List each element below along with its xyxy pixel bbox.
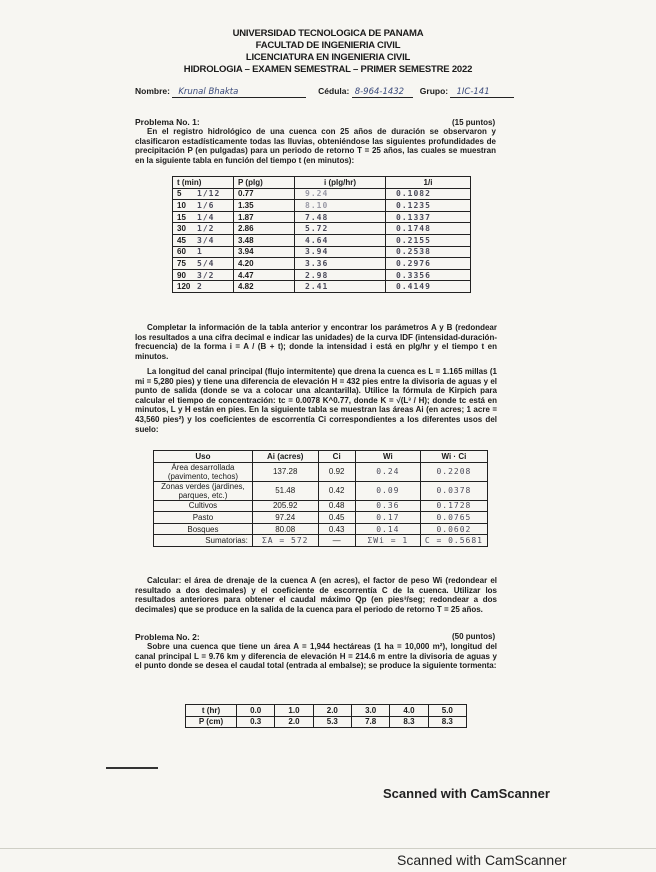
land-use-table-header	[154, 451, 488, 463]
cell-t	[173, 269, 234, 281]
university-name: UNIVERSIDAD TECNOLOGICA DE PANAMA	[232, 28, 424, 39]
cell-p: 0.77	[234, 188, 295, 200]
cell-wici: 0.0765	[420, 512, 487, 524]
cell-wici: 0.0602	[420, 523, 487, 535]
storm-precip-cell: 7.8	[351, 716, 389, 728]
cell-p: 3.48	[234, 234, 295, 246]
cell-uso: Área desarrollada (pavimento, techos)	[154, 462, 253, 481]
precipitation-table-row	[173, 281, 471, 293]
totals-label: Sumatorias:	[154, 535, 253, 547]
col-wici: Wi · Ci	[420, 451, 487, 463]
land-use-totals-row	[154, 535, 488, 547]
precipitation-table	[172, 176, 471, 293]
camscanner-footer: Scanned with CamScanner	[397, 852, 567, 868]
cell-t-hours-note: 3/2	[197, 270, 215, 280]
cell-t	[173, 188, 234, 200]
cell-t-minutes: 75	[177, 258, 186, 268]
precipitation-table-row	[173, 246, 471, 258]
storm-precip-label: P (cm)	[186, 716, 237, 728]
precipitation-table-row	[173, 188, 471, 200]
col-t: t (min)	[173, 177, 234, 189]
cell-ci: 0.42	[318, 481, 355, 500]
cell-i: 3.36	[295, 258, 386, 270]
land-use-table	[153, 450, 488, 547]
cell-inv-i: 0.3356	[386, 269, 471, 281]
program-name: LICENCIATURA EN INGENIERIA CIVIL	[245, 52, 411, 63]
cell-t-minutes: 5	[177, 189, 182, 199]
storm-row-time	[186, 705, 467, 717]
camscanner-watermark: Scanned with CamScanner	[383, 786, 550, 801]
cell-t-hours-note: 1/2	[197, 224, 215, 234]
col-uso: Uso	[154, 451, 253, 463]
cell-p: 1.35	[234, 200, 295, 212]
cell-ci: 0.48	[318, 500, 355, 512]
cell-ci: 0.45	[318, 512, 355, 524]
cell-t	[173, 234, 234, 246]
cell-t-minutes: 45	[177, 235, 186, 245]
cell-t	[173, 281, 234, 293]
storm-precip-cell: 8.3	[428, 716, 466, 728]
problem1-points: (15 puntos)	[452, 118, 496, 127]
cell-wici: 0.1728	[420, 500, 487, 512]
storm-time-cell: 0.0	[237, 705, 275, 717]
cell-inv-i: 0.4149	[386, 281, 471, 293]
cell-i: 5.72	[295, 223, 386, 235]
cell-t-hours-note: 5/4	[197, 258, 215, 268]
problem1-para4: Calcular: el área de drenaje de la cuenca A (en acres), el factor de peso Wi (redondear el resultado a dos decimales) y el coeficiente de escorrentía C de la cuenca. Utilizar los resultados anteriores para obtener el caudal máximo Qp (en pies³/seg; redondear a dos decimales) que se produce en la salida de la cuenca para el periodo de retorno T = 25 años.	[135, 576, 497, 614]
col-inv-i: 1/i	[386, 177, 471, 189]
cell-i: 4.64	[295, 234, 386, 246]
scan-border	[0, 848, 656, 849]
cell-ci: 0.43	[318, 523, 355, 535]
cell-i: 2.98	[295, 269, 386, 281]
cell-t-hours-note: 2	[197, 282, 203, 292]
precipitation-table-row	[173, 234, 471, 246]
student-info-row	[135, 86, 495, 98]
faculty-name: FACULTAD DE INGENIERIA CIVIL	[255, 40, 401, 51]
problem2-intro: Sobre una cuenca que tiene un área A = 1,944 hectáreas (1 ha = 10,000 m²), longitud del canal principal L = 9.76 km y diferencia de elevación H = 214.6 m entre la divisoria de aguas y el punto donde se desea el caudal total (entrada al embalse); se produce la siguiente tormenta:	[135, 642, 497, 671]
precipitation-table-row	[173, 269, 471, 281]
cell-t-hours-note: 1/4	[197, 212, 215, 222]
cell-ai: 137.28	[252, 462, 318, 481]
cell-i: 8.10	[295, 200, 386, 212]
cell-t-minutes: 10	[177, 200, 186, 210]
col-i: i (plg/hr)	[295, 177, 386, 189]
cell-t	[173, 246, 234, 258]
cell-uso: Zonas verdes (jardines, parques, etc.)	[154, 481, 253, 500]
cell-p: 3.94	[234, 246, 295, 258]
cell-ai: 51.48	[252, 481, 318, 500]
storm-precip-cell: 2.0	[275, 716, 313, 728]
precipitation-table-row	[173, 211, 471, 223]
total-wi: ΣWi = 1	[355, 535, 420, 547]
problem1-title: Problema No. 1:	[135, 117, 200, 127]
storm-time-cell: 3.0	[351, 705, 389, 717]
precipitation-table-row	[173, 258, 471, 270]
grupo-label: Grupo:	[419, 86, 449, 96]
cell-t	[173, 211, 234, 223]
cell-t	[173, 223, 234, 235]
storm-time-label: t (hr)	[186, 705, 237, 717]
cell-inv-i: 0.2976	[386, 258, 471, 270]
total-ci: —	[318, 535, 355, 547]
cell-p: 4.20	[234, 258, 295, 270]
col-ci: Ci	[318, 451, 355, 463]
col-wi: Wi	[355, 451, 420, 463]
total-area: ΣA = 572	[252, 535, 318, 547]
storm-precip-cell: 8.3	[390, 716, 428, 728]
cell-wi: 0.09	[355, 481, 420, 500]
cell-t	[173, 200, 234, 212]
cell-ai: 80.08	[252, 523, 318, 535]
page-divider-line	[106, 767, 158, 769]
col-ai: Ai (acres)	[252, 451, 318, 463]
cell-inv-i: 0.2155	[386, 234, 471, 246]
cell-inv-i: 0.2538	[386, 246, 471, 258]
storm-precip-cell: 0.3	[237, 716, 275, 728]
cell-ai: 205.92	[252, 500, 318, 512]
cell-ai: 97.24	[252, 512, 318, 524]
precipitation-table-row	[173, 223, 471, 235]
cell-t-minutes: 120	[177, 282, 191, 292]
cell-wi: 0.24	[355, 462, 420, 481]
cell-p: 1.87	[234, 211, 295, 223]
cell-wi: 0.14	[355, 523, 420, 535]
cell-t-hours-note: 3/4	[197, 235, 215, 245]
cell-t-minutes: 60	[177, 247, 186, 257]
cell-t-minutes: 30	[177, 224, 186, 234]
land-use-row	[154, 462, 488, 481]
cell-p: 4.47	[234, 269, 295, 281]
storm-time-cell: 2.0	[313, 705, 351, 717]
cell-i: 7.48	[295, 211, 386, 223]
cell-inv-i: 0.1748	[386, 223, 471, 235]
cell-p: 2.86	[234, 223, 295, 235]
problem2-title: Problema No. 2:	[135, 632, 200, 642]
land-use-row	[154, 500, 488, 512]
cedula-value: 8-964-1432	[352, 87, 413, 98]
cell-inv-i: 0.1082	[386, 188, 471, 200]
name-label: Nombre:	[135, 86, 170, 96]
cell-inv-i: 0.1337	[386, 211, 471, 223]
cell-i: 3.94	[295, 246, 386, 258]
cell-p: 4.82	[234, 281, 295, 293]
storm-precip-cell: 5.3	[313, 716, 351, 728]
cell-wici: 0.2208	[420, 462, 487, 481]
cell-t-hours-note: 1	[197, 247, 203, 257]
storm-table	[185, 704, 467, 728]
cell-i: 9.24	[295, 188, 386, 200]
storm-time-cell: 4.0	[390, 705, 428, 717]
cedula-label: Cédula:	[318, 86, 350, 96]
cell-ci: 0.92	[318, 462, 355, 481]
problem1-intro: En el registro hidrológico de una cuenca con 25 años de duración se observaron y clasificaron estadísticamente todas las lluvias, obteniéndose las siguientes profundidades de precipitación P (en pulgadas) para un periodo de retorno T = 25 años, las cuales se muestran en la siguiente tabla en función del tiempo t (en minutos):	[135, 127, 496, 165]
storm-time-cell: 1.0	[275, 705, 313, 717]
exam-header	[0, 28, 656, 76]
storm-row-precip	[186, 716, 467, 728]
exam-title: HIDROLOGIA – EXAMEN SEMESTRAL – PRIMER SEMESTRE 2022	[183, 64, 473, 75]
problem2-points: (50 puntos)	[452, 632, 496, 641]
land-use-row	[154, 481, 488, 500]
land-use-row	[154, 523, 488, 535]
col-p: P (plg)	[234, 177, 295, 189]
cell-wi: 0.17	[355, 512, 420, 524]
cell-t	[173, 258, 234, 270]
cell-t-minutes: 90	[177, 270, 186, 280]
name-value: Krunal Bhakta	[172, 87, 306, 98]
cell-i: 2.41	[295, 281, 386, 293]
cell-t-hours-note: 1/12	[197, 189, 221, 199]
problem1-para3: La longitud del canal principal (flujo intermitente) que drena la cuenca es L = 1.165 millas (1 mi = 5,280 pies) y tiene una diferencia de elevación H = 432 pies entre la divisoria de aguas y el punto de salida (donde se va a colocar una alcantarilla). Utilice la fórmula de Kirpich para calcular el tiempo de concentración: tc = 0.0078 K^0.77, donde K = √(L³ / H); donde tc está en minutos, L y H están en pies. En la siguiente tabla se muestran las áreas Ai (en acres; 1 acre = 43,560 pies²) y los coeficientes de escorrentía Ci correspondientes a los diferentes usos del suelo:	[135, 367, 497, 434]
cell-wi: 0.36	[355, 500, 420, 512]
precipitation-table-header	[173, 177, 471, 189]
cell-uso: Cultivos	[154, 500, 253, 512]
cell-wici: 0.0378	[420, 481, 487, 500]
land-use-row	[154, 512, 488, 524]
grupo-value: 1IC-141	[450, 87, 514, 98]
problem1-para2: Completar la información de la tabla anterior y encontrar los parámetros A y B (redondear los resultados a una cifra decimal e indicar las unidades) de la curva IDF (intensidad-duración-frecuencia) de la forma i = A / (B + t); donde la intensidad i está en plg/hr y el tiempo t en minutos.	[135, 323, 497, 361]
total-c: C = 0.5681	[420, 535, 487, 547]
cell-t-minutes: 15	[177, 212, 186, 222]
precipitation-table-row	[173, 200, 471, 212]
cell-uso: Bosques	[154, 523, 253, 535]
cell-t-hours-note: 1/6	[197, 200, 215, 210]
cell-uso: Pasto	[154, 512, 253, 524]
cell-inv-i: 0.1235	[386, 200, 471, 212]
storm-time-cell: 5.0	[428, 705, 466, 717]
